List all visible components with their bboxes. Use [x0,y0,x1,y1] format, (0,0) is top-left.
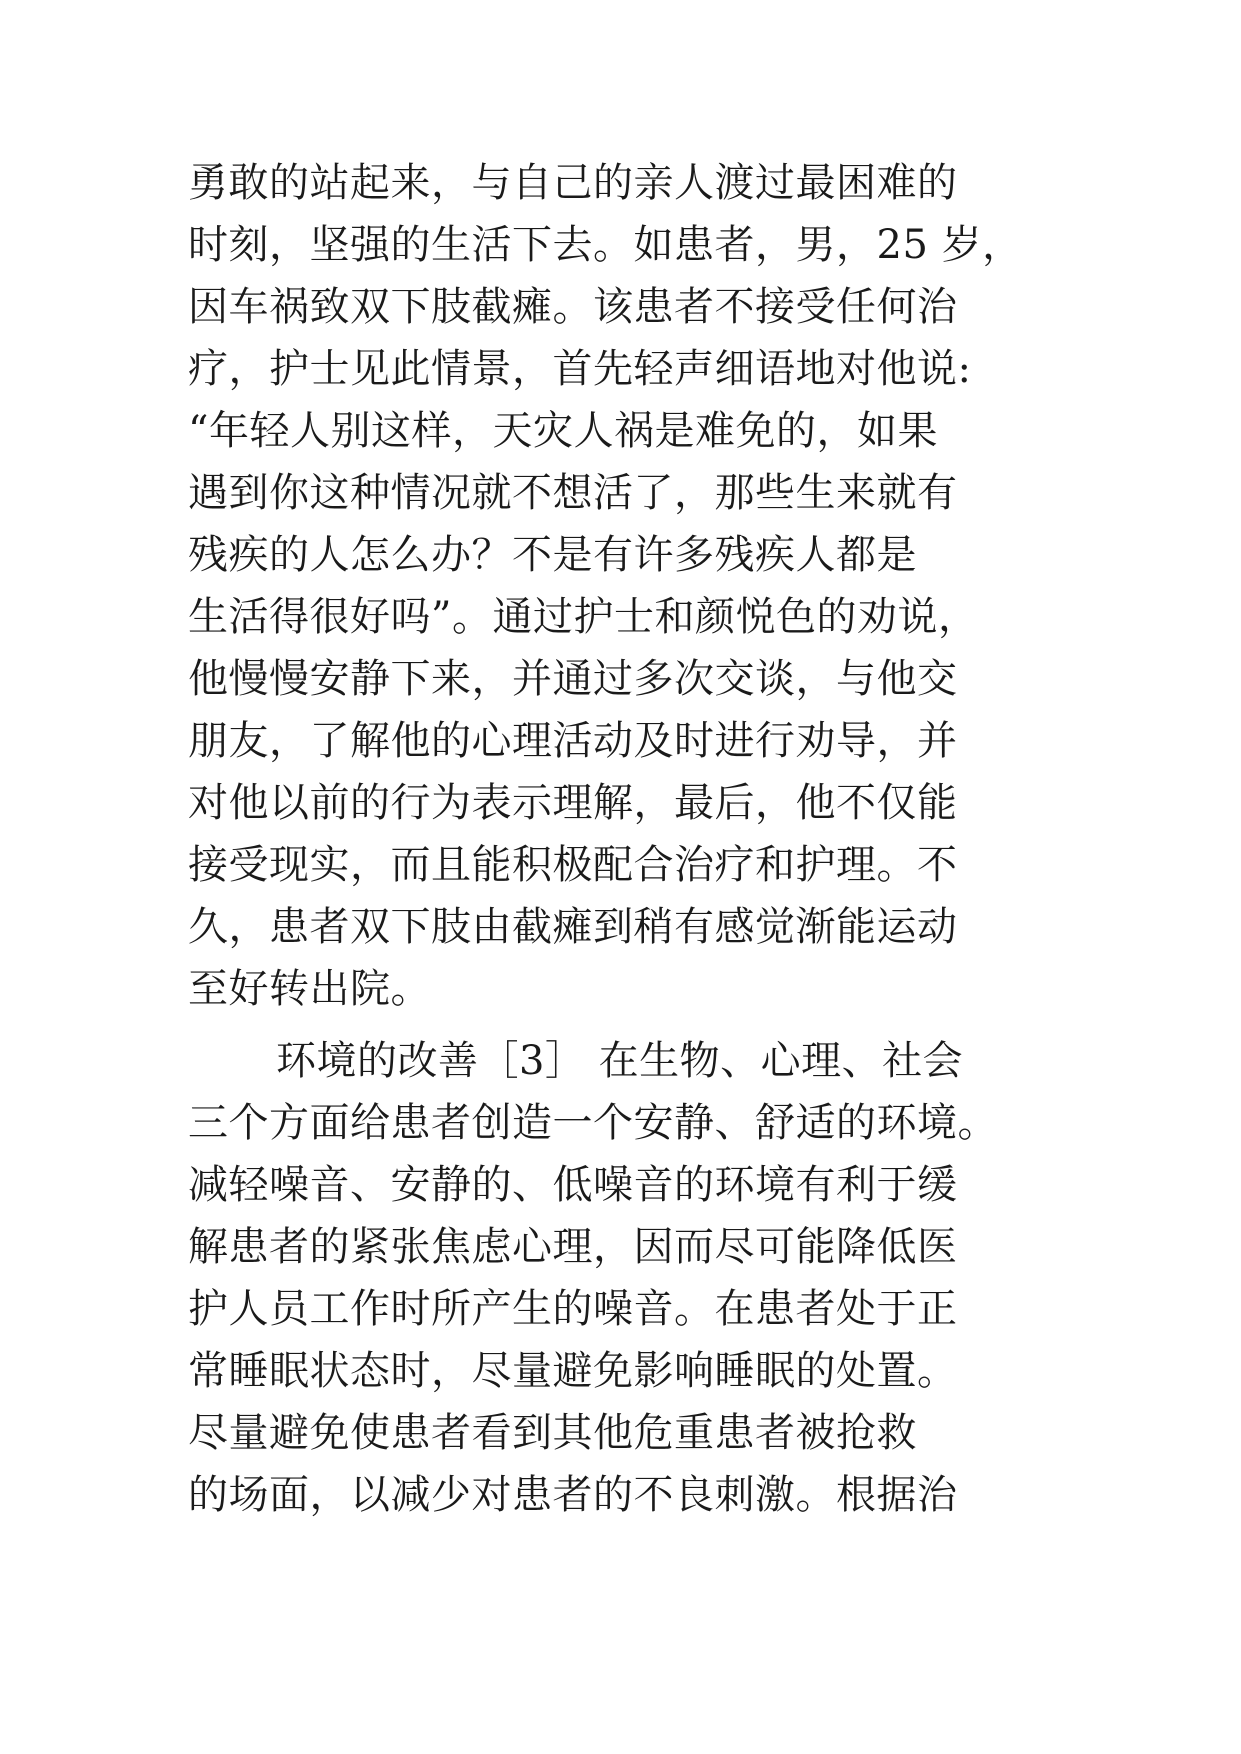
paragraph [188,152,1088,1020]
text-line: 尽量避免使患者看到其他危重患者被抢救 [188,1410,917,1456]
paragraph-spacer [188,1020,1088,1030]
text-line: 常睡眠状态时，尽量避免影响睡眠的处置。 [188,1348,958,1394]
text-line: 三个方面给患者创造一个安静、舒适的环境。 [188,1100,998,1146]
text-line: 勇敢的站起来，与自己的亲人渡过最困难的 [188,160,958,206]
text-line: 生活得很好吗”。通过护士和颜悦色的劝说， [188,594,979,640]
text-line: 遇到你这种情况就不想活了，那些生来就有 [188,470,958,516]
text-line: 护人员工作时所产生的噪音。在患者处于正 [188,1286,958,1332]
text-line: 疗，护士见此情景，首先轻声细语地对他说: [188,346,972,392]
text-line: 环境的改善［3］ 在生物、心理、社会 [276,1038,964,1084]
text-line: 的场面，以减少对患者的不良刺激。根据治 [188,1472,958,1518]
text-line: 因车祸致双下肢截瘫。该患者不接受任何治 [188,284,958,330]
text-line: 减轻噪音、安静的、低噪音的环境有利于缓 [188,1162,958,1208]
text-line: 他慢慢安静下来，并通过多次交谈，与他交 [188,656,958,702]
text-line: 至好转出院。 [188,966,431,1012]
text-line: 残疾的人怎么办？不是有许多残疾人都是 [188,532,917,578]
text-line: 接受现实，而且能积极配合治疗和护理。不 [188,842,958,888]
text-line: 解患者的紧张焦虑心理，因而尽可能降低医 [188,1224,958,1270]
text-line: 久，患者双下肢由截瘫到稍有感觉渐能运动 [188,904,958,950]
text-line: “年轻人别这样，天灾人祸是难免的，如果 [188,408,938,454]
body-text [188,152,1088,1526]
text-line: 对他以前的行为表示理解，最后，他不仅能 [188,780,958,826]
text-line: 时刻，坚强的生活下去。如患者，男，25 岁， [188,222,1023,268]
text-line: 朋友，了解他的心理活动及时进行劝导，并 [188,718,958,764]
paragraph [188,1030,1088,1526]
